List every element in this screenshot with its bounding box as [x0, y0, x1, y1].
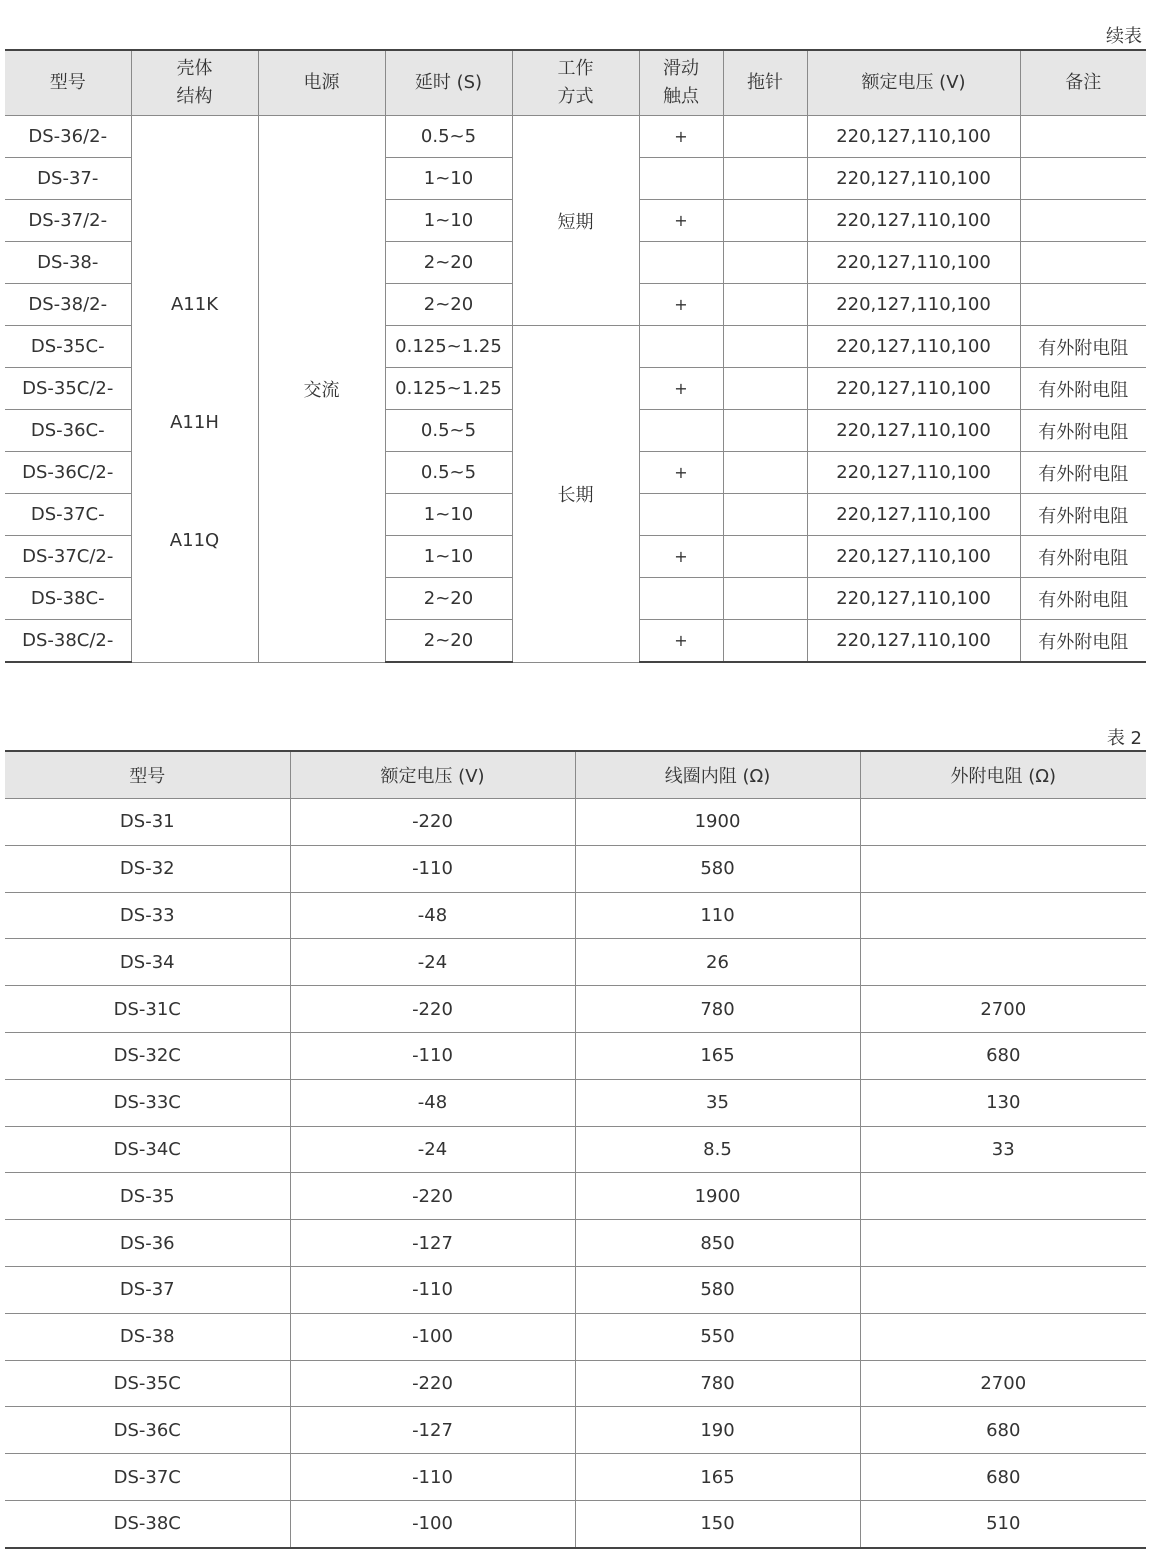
cell-model: DS-38C/2-: [5, 620, 131, 663]
cell-delay: 1~10: [385, 494, 512, 536]
cell-model: DS-36C/2-: [5, 452, 131, 494]
cell-model: DS-31: [5, 799, 290, 846]
cell-housing-group: [131, 116, 258, 663]
cell-model: DS-33: [5, 892, 290, 939]
cell-model: DS-32: [5, 845, 290, 892]
header-drag-pin: 拖针: [723, 50, 807, 116]
cell-model: DS-35C: [5, 1360, 290, 1407]
table-row: [5, 1500, 1146, 1547]
cell-model: DS-36C-: [5, 410, 131, 452]
cell-coil: 190: [575, 1407, 860, 1454]
cell-drag: [723, 116, 807, 158]
cell-note: 有外附电阻: [1020, 326, 1146, 368]
cell-coil: 165: [575, 1032, 860, 1079]
cell-voltage: 220,127,110,100: [807, 452, 1020, 494]
cell-external: [860, 1313, 1146, 1360]
header-note: 备注: [1020, 50, 1146, 116]
cell-model: DS-37C: [5, 1454, 290, 1501]
cell-voltage: -110: [290, 1032, 575, 1079]
header-power: 电源: [258, 50, 385, 116]
cell-model: DS-35: [5, 1173, 290, 1220]
cell-model: DS-37: [5, 1266, 290, 1313]
cell-coil: 110: [575, 892, 860, 939]
cell-external: [860, 799, 1146, 846]
cell-voltage: 220,127,110,100: [807, 368, 1020, 410]
cell-voltage: -220: [290, 986, 575, 1033]
cell-voltage: 220,127,110,100: [807, 326, 1020, 368]
cell-note: 有外附电阻: [1020, 620, 1146, 663]
cell-external: 130: [860, 1079, 1146, 1126]
cell-slide: +: [639, 368, 723, 410]
header-housing-line1: 壳体: [176, 58, 213, 79]
table1-header-row: [5, 50, 1146, 116]
cell-coil: 26: [575, 939, 860, 986]
cell-delay: 1~10: [385, 200, 512, 242]
cell-voltage: 220,127,110,100: [807, 200, 1020, 242]
table-row: [5, 939, 1146, 986]
header-coil-resistance: 线圈内阻 (Ω): [575, 751, 860, 799]
table-row: [5, 799, 1146, 846]
cell-note: [1020, 116, 1146, 158]
cell-model: DS-34: [5, 939, 290, 986]
cell-model: DS-35C-: [5, 326, 131, 368]
header-external-resistance: 外附电阻 (Ω): [860, 751, 1146, 799]
cell-voltage: 220,127,110,100: [807, 620, 1020, 663]
cell-external: 680: [860, 1454, 1146, 1501]
table-row: [5, 1407, 1146, 1454]
cell-slide: [639, 578, 723, 620]
cell-coil: 8.5: [575, 1126, 860, 1173]
cell-note: 有外附电阻: [1020, 452, 1146, 494]
table-row: [5, 116, 1146, 158]
cell-coil: 1900: [575, 799, 860, 846]
header-rated-voltage: 额定电压 (V): [290, 751, 575, 799]
cell-note: 有外附电阻: [1020, 410, 1146, 452]
cell-note: [1020, 200, 1146, 242]
housing-a11q: A11Q: [169, 530, 220, 551]
cell-voltage: -110: [290, 845, 575, 892]
cell-model: DS-36: [5, 1220, 290, 1267]
cell-drag: [723, 200, 807, 242]
cell-voltage: 220,127,110,100: [807, 410, 1020, 452]
cell-slide: [639, 242, 723, 284]
cell-delay: 0.125~1.25: [385, 326, 512, 368]
header-delay: 延时 (S): [385, 50, 512, 116]
cell-voltage: -127: [290, 1407, 575, 1454]
cell-drag: [723, 494, 807, 536]
cell-voltage: -110: [290, 1454, 575, 1501]
header-model: 型号: [5, 50, 131, 116]
table-row: [5, 1032, 1146, 1079]
cell-model: DS-34C: [5, 1126, 290, 1173]
cell-slide: +: [639, 284, 723, 326]
cell-model: DS-37-: [5, 158, 131, 200]
cell-voltage: 220,127,110,100: [807, 158, 1020, 200]
cell-external: [860, 845, 1146, 892]
cell-external: [860, 1220, 1146, 1267]
cell-coil: 780: [575, 986, 860, 1033]
cell-external: 2700: [860, 1360, 1146, 1407]
cell-voltage: -48: [290, 1079, 575, 1126]
cell-delay: 0.5~5: [385, 452, 512, 494]
header-model: 型号: [5, 751, 290, 799]
table-row: [5, 1173, 1146, 1220]
cell-voltage: 220,127,110,100: [807, 578, 1020, 620]
cell-slide: +: [639, 452, 723, 494]
cell-drag: [723, 578, 807, 620]
table-row: [5, 1313, 1146, 1360]
table-row: [5, 986, 1146, 1033]
cell-coil: 580: [575, 1266, 860, 1313]
cell-note: [1020, 158, 1146, 200]
table-row: [5, 1126, 1146, 1173]
table-row: [5, 1360, 1146, 1407]
cell-model: DS-38: [5, 1313, 290, 1360]
header-slide-line1: 滑动: [663, 58, 699, 79]
header-slide-line2: 触点: [663, 86, 699, 107]
cell-drag: [723, 536, 807, 578]
cell-voltage: -220: [290, 1360, 575, 1407]
cell-model: DS-38/2-: [5, 284, 131, 326]
coil-resistance-table: [5, 750, 1146, 1549]
table2-caption: 表 2: [1106, 728, 1142, 749]
cell-external: 680: [860, 1407, 1146, 1454]
cell-external: [860, 1266, 1146, 1313]
cell-model: DS-31C: [5, 986, 290, 1033]
cell-delay: 0.5~5: [385, 410, 512, 452]
cell-coil: 165: [575, 1454, 860, 1501]
cell-power: 交流: [258, 116, 385, 663]
cell-voltage: 220,127,110,100: [807, 242, 1020, 284]
header-mode-line1: 工作: [557, 58, 594, 79]
cell-coil: 850: [575, 1220, 860, 1267]
cell-note: [1020, 284, 1146, 326]
cell-voltage: 220,127,110,100: [807, 494, 1020, 536]
cell-model: DS-37C-: [5, 494, 131, 536]
cell-drag: [723, 242, 807, 284]
housing-a11k: A11K: [170, 294, 219, 315]
cell-model: DS-38C-: [5, 578, 131, 620]
cell-voltage: -24: [290, 939, 575, 986]
cell-slide: [639, 326, 723, 368]
cell-note: 有外附电阻: [1020, 494, 1146, 536]
cell-external: [860, 1173, 1146, 1220]
cell-slide: +: [639, 536, 723, 578]
header-mode: [512, 50, 639, 116]
cell-delay: 0.125~1.25: [385, 368, 512, 410]
cell-voltage: -110: [290, 1266, 575, 1313]
cell-external: 2700: [860, 986, 1146, 1033]
table-row: [5, 1454, 1146, 1501]
cell-model: DS-32C: [5, 1032, 290, 1079]
cell-voltage: -48: [290, 892, 575, 939]
cell-delay: 2~20: [385, 242, 512, 284]
header-housing-line2: 结构: [176, 86, 213, 107]
cell-voltage: 220,127,110,100: [807, 536, 1020, 578]
cell-drag: [723, 368, 807, 410]
table2-header-row: [5, 751, 1146, 799]
cell-model: DS-38-: [5, 242, 131, 284]
cell-slide: [639, 158, 723, 200]
cell-coil: 780: [575, 1360, 860, 1407]
cell-mode-long: 长期: [512, 326, 639, 663]
cell-delay: 2~20: [385, 620, 512, 663]
cell-slide: +: [639, 200, 723, 242]
header-housing: [131, 50, 258, 116]
cell-model: DS-37/2-: [5, 200, 131, 242]
cell-external: [860, 892, 1146, 939]
cell-coil: 1900: [575, 1173, 860, 1220]
relay-spec-table-continued: [5, 49, 1146, 663]
cell-voltage: -220: [290, 799, 575, 846]
header-rated-voltage: 额定电压 (V): [807, 50, 1020, 116]
cell-voltage: 220,127,110,100: [807, 284, 1020, 326]
cell-external: 510: [860, 1500, 1146, 1547]
header-mode-line2: 方式: [557, 86, 594, 107]
cell-drag: [723, 452, 807, 494]
cell-coil: 580: [575, 845, 860, 892]
cell-drag: [723, 284, 807, 326]
header-slide-contact: [639, 50, 723, 116]
cell-slide: +: [639, 620, 723, 663]
cell-external: 33: [860, 1126, 1146, 1173]
cell-drag: [723, 158, 807, 200]
cell-coil: 150: [575, 1500, 860, 1547]
cell-note: 有外附电阻: [1020, 536, 1146, 578]
cell-voltage: -24: [290, 1126, 575, 1173]
table-row: [5, 845, 1146, 892]
cell-voltage: -127: [290, 1220, 575, 1267]
cell-drag: [723, 410, 807, 452]
cell-voltage: -220: [290, 1173, 575, 1220]
cell-delay: 0.5~5: [385, 116, 512, 158]
cell-model: DS-38C: [5, 1500, 290, 1547]
cell-model: DS-36C: [5, 1407, 290, 1454]
cell-note: [1020, 242, 1146, 284]
cell-mode-short: 短期: [512, 116, 639, 326]
cell-model: DS-37C/2-: [5, 536, 131, 578]
cell-delay: 2~20: [385, 578, 512, 620]
cell-external: 680: [860, 1032, 1146, 1079]
table1-caption: 续表: [1106, 26, 1142, 47]
table-row: [5, 892, 1146, 939]
cell-model: DS-33C: [5, 1079, 290, 1126]
cell-note: 有外附电阻: [1020, 578, 1146, 620]
cell-delay: 1~10: [385, 536, 512, 578]
cell-coil: 35: [575, 1079, 860, 1126]
table-row: [5, 1266, 1146, 1313]
cell-model: DS-36/2-: [5, 116, 131, 158]
cell-drag: [723, 326, 807, 368]
cell-voltage: -100: [290, 1500, 575, 1547]
cell-delay: 2~20: [385, 284, 512, 326]
table-row: [5, 1220, 1146, 1267]
cell-model: DS-35C/2-: [5, 368, 131, 410]
cell-slide: [639, 410, 723, 452]
cell-voltage: -100: [290, 1313, 575, 1360]
cell-slide: +: [639, 116, 723, 158]
cell-note: 有外附电阻: [1020, 368, 1146, 410]
table-row: [5, 1079, 1146, 1126]
cell-external: [860, 939, 1146, 986]
cell-delay: 1~10: [385, 158, 512, 200]
housing-a11h: A11H: [170, 412, 219, 433]
cell-voltage: 220,127,110,100: [807, 116, 1020, 158]
cell-drag: [723, 620, 807, 663]
cell-slide: [639, 494, 723, 536]
cell-coil: 550: [575, 1313, 860, 1360]
